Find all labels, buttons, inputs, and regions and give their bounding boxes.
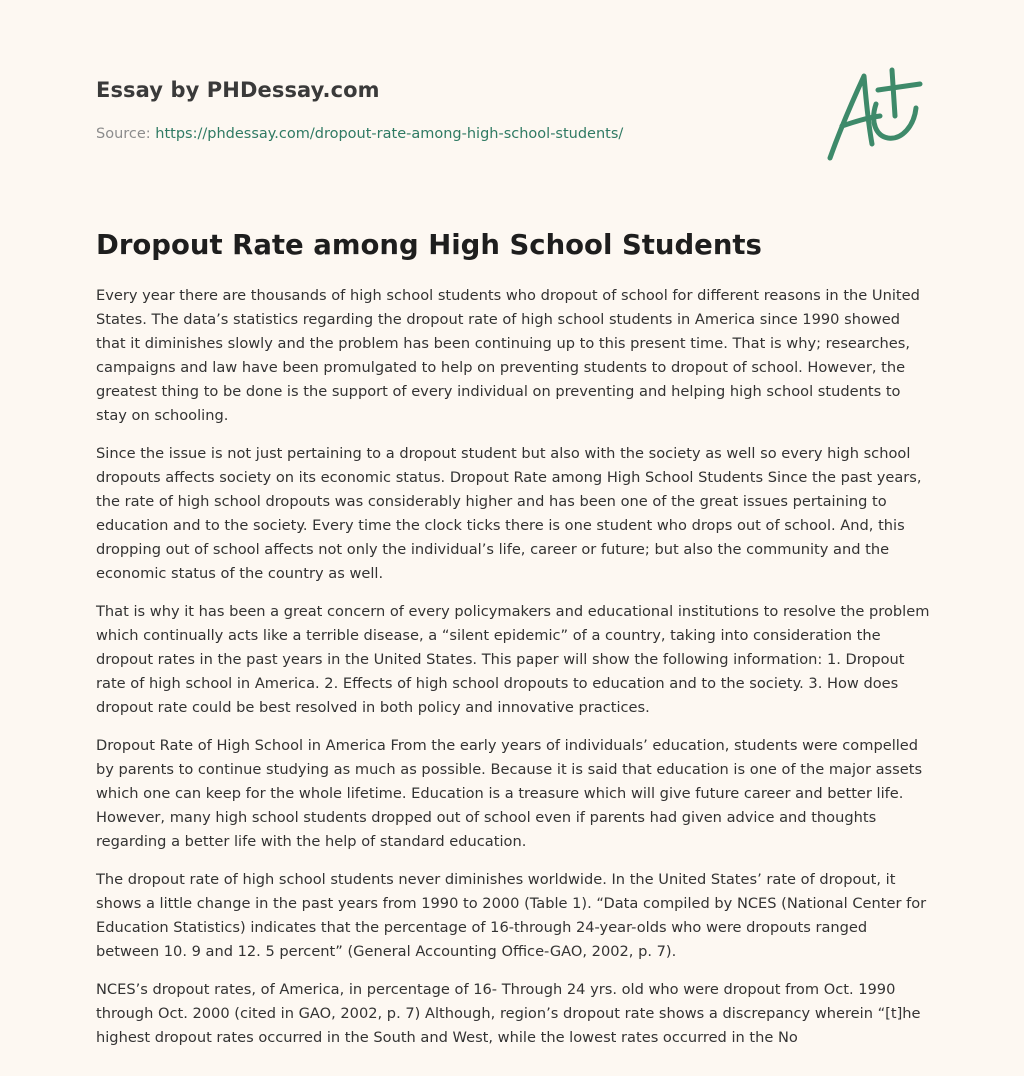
paragraph: The dropout rate of high school students never diminishes worldwide. In the United States’ rate of dropout, it shows a little change in the past years from 1990 to 2000 (Table 1). “Data compiled by NCES (National Center for Education Statistics) indicates that the percentage of 16-through 24-year-olds who were dropouts ranged between 10. 9 and 12. 5 percent” (General Accounting Office-GAO, 2002, p. 7). (96, 871, 927, 960)
essay-body (96, 284, 932, 1064)
paragraph: Every year there are thousands of high school students who dropout of school for different reasons in the United States. The data’s statistics regarding the dropout rate of high school students in America since 1990 showed that it diminishes slowly and the problem has been continuing up to this present time. That is why; researches, campaigns and law have been promulgated to help on preventing students to dropout of school. However, the greatest thing to be done is the support of every individual on preventing and helping high school students to stay on schooling. (96, 287, 920, 424)
essay-title: Dropout Rate among High School Students (96, 229, 762, 261)
source-line (96, 124, 796, 144)
source-link[interactable]: https://phdessay.com/dropout-rate-among-high-school-students/ (155, 126, 624, 142)
paragraph: Since the issue is not just pertaining to a dropout student but also with the society as well so every high school dropouts affects society on its economic status. Dropout Rate among High School Students Since the past years, the rate of high school dropouts was considerably higher and has been one of the great issues pertaining to education and to the society. Every time the clock ticks there is one student who drops out of school. And, this dropping out of school affects not only the individual’s life, career or future; but also the community and the economic status of the country as well. (96, 445, 922, 582)
paragraph: NCES’s dropout rates, of America, in percentage of 16- Through 24 yrs. old who were dropout from Oct. 1990 through Oct. 2000 (cited in GAO, 2002, p. 7) Although, region’s dropout rate shows a discrepancy wherein “[t]he highest dropout rates occurred in the South and West, while the lowest rates occurred in the No (96, 981, 921, 1046)
paragraph: Dropout Rate of High School in America From the early years of individuals’ education, students were compelled by parents to continue studying as much as possible. Because it is said that education is one of the major assets which one can keep for the whole lifetime. Education is a treasure which will give future career and better life. However, many high school students dropped out of school even if parents had given advice and thoughts regarding a better life with the help of standard education. (96, 737, 923, 850)
a-plus-grade-icon (820, 64, 930, 164)
site-header (96, 76, 796, 144)
site-brand: Essay by PHDessay.com (96, 78, 380, 102)
source-label: Source: (96, 126, 156, 142)
paragraph: That is why it has been a great concern of every policymakers and educational institutions to resolve the problem which continually acts like a terrible disease, a “silent epidemic” of a country, taking into consideration the dropout rates in the past years in the United States. This paper will show the following information: 1. Dropout rate of high school in America. 2. Effects of high school dropouts to education and to the society. 3. How does dropout rate could be best resolved in both policy and innovative practices. (96, 603, 930, 716)
